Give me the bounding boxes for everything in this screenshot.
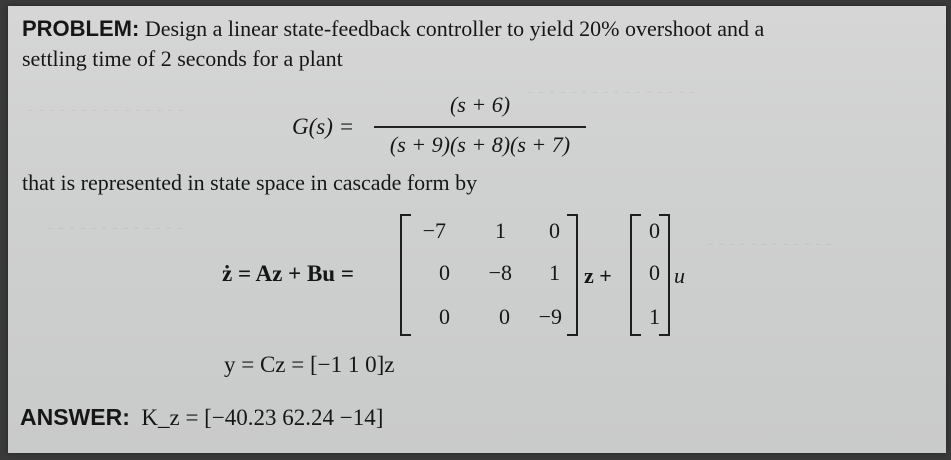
left-bracket — [400, 214, 411, 336]
output-equation: y = Cz = [−1 1 0]z — [224, 352, 395, 377]
matrix-cell: 0 — [549, 218, 560, 243]
tf-denominator: (s + 9)(s + 8)(s + 7) — [389, 132, 571, 157]
problem-label: PROBLEM: — [22, 16, 140, 41]
matrix-cell: 0 — [439, 304, 450, 329]
answer-label: ANSWER: — [20, 404, 130, 430]
matrix-cell: −8 — [488, 260, 512, 285]
problem-line-1 — [22, 16, 764, 42]
problem-line-3: that is represented in state space in cascade form by — [22, 170, 478, 195]
matrix-cell: 1 — [495, 218, 506, 243]
matrix-cell: −9 — [538, 304, 562, 329]
transfer-function-lhs: G(s) = — [292, 114, 355, 139]
problem-line-2: settling time of 2 seconds for a plant — [22, 46, 343, 71]
vector-cell: 0 — [649, 218, 660, 243]
matrix-cell: 0 — [439, 260, 450, 285]
input-u: u — [674, 263, 685, 288]
answer-line — [20, 404, 383, 431]
right-bracket — [567, 214, 578, 336]
right-bracket — [659, 214, 670, 336]
tf-numerator: (s + 6) — [449, 92, 511, 117]
vector-cell: 1 — [649, 304, 660, 329]
b-vector — [630, 214, 670, 332]
answer-text: K_z = [−40.23 62.24 −14] — [141, 405, 384, 430]
matrix-cell: 0 — [499, 304, 510, 329]
z-plus: z + — [584, 263, 612, 288]
vector-cell: 0 — [649, 260, 660, 285]
matrix-cell: 1 — [549, 260, 560, 285]
problem-text-1: Design a linear state-feedback controller to yield 20% overshoot and a — [144, 16, 765, 41]
matrix-cell: −7 — [422, 218, 446, 243]
state-equation-lhs: ż = Az + Bu = — [222, 261, 354, 286]
fraction-bar — [374, 126, 586, 128]
a-matrix — [400, 214, 578, 332]
textbook-page: - - - - - - - - - - - - - - - - - - - - - - - - - - - - - - - - - - - - - - - - - - - - - - - - - - - - - - - - PROBLEM: Design a linear state-feedback controller to yield 20% overshoot and a settling time of 2 seconds for a plant G(s) = (s + 6) (s + 9)(s + 8)(s + 7) that is represented in state space in cascade form by ż = Az + Bu = −7 1 0 0 −8 1 0 0 −9 z + 0 0 1 u y = Cz = [−1 1 0]z ANSWER: K_z = [−40.23 62.24 −14] — [8, 6, 946, 453]
